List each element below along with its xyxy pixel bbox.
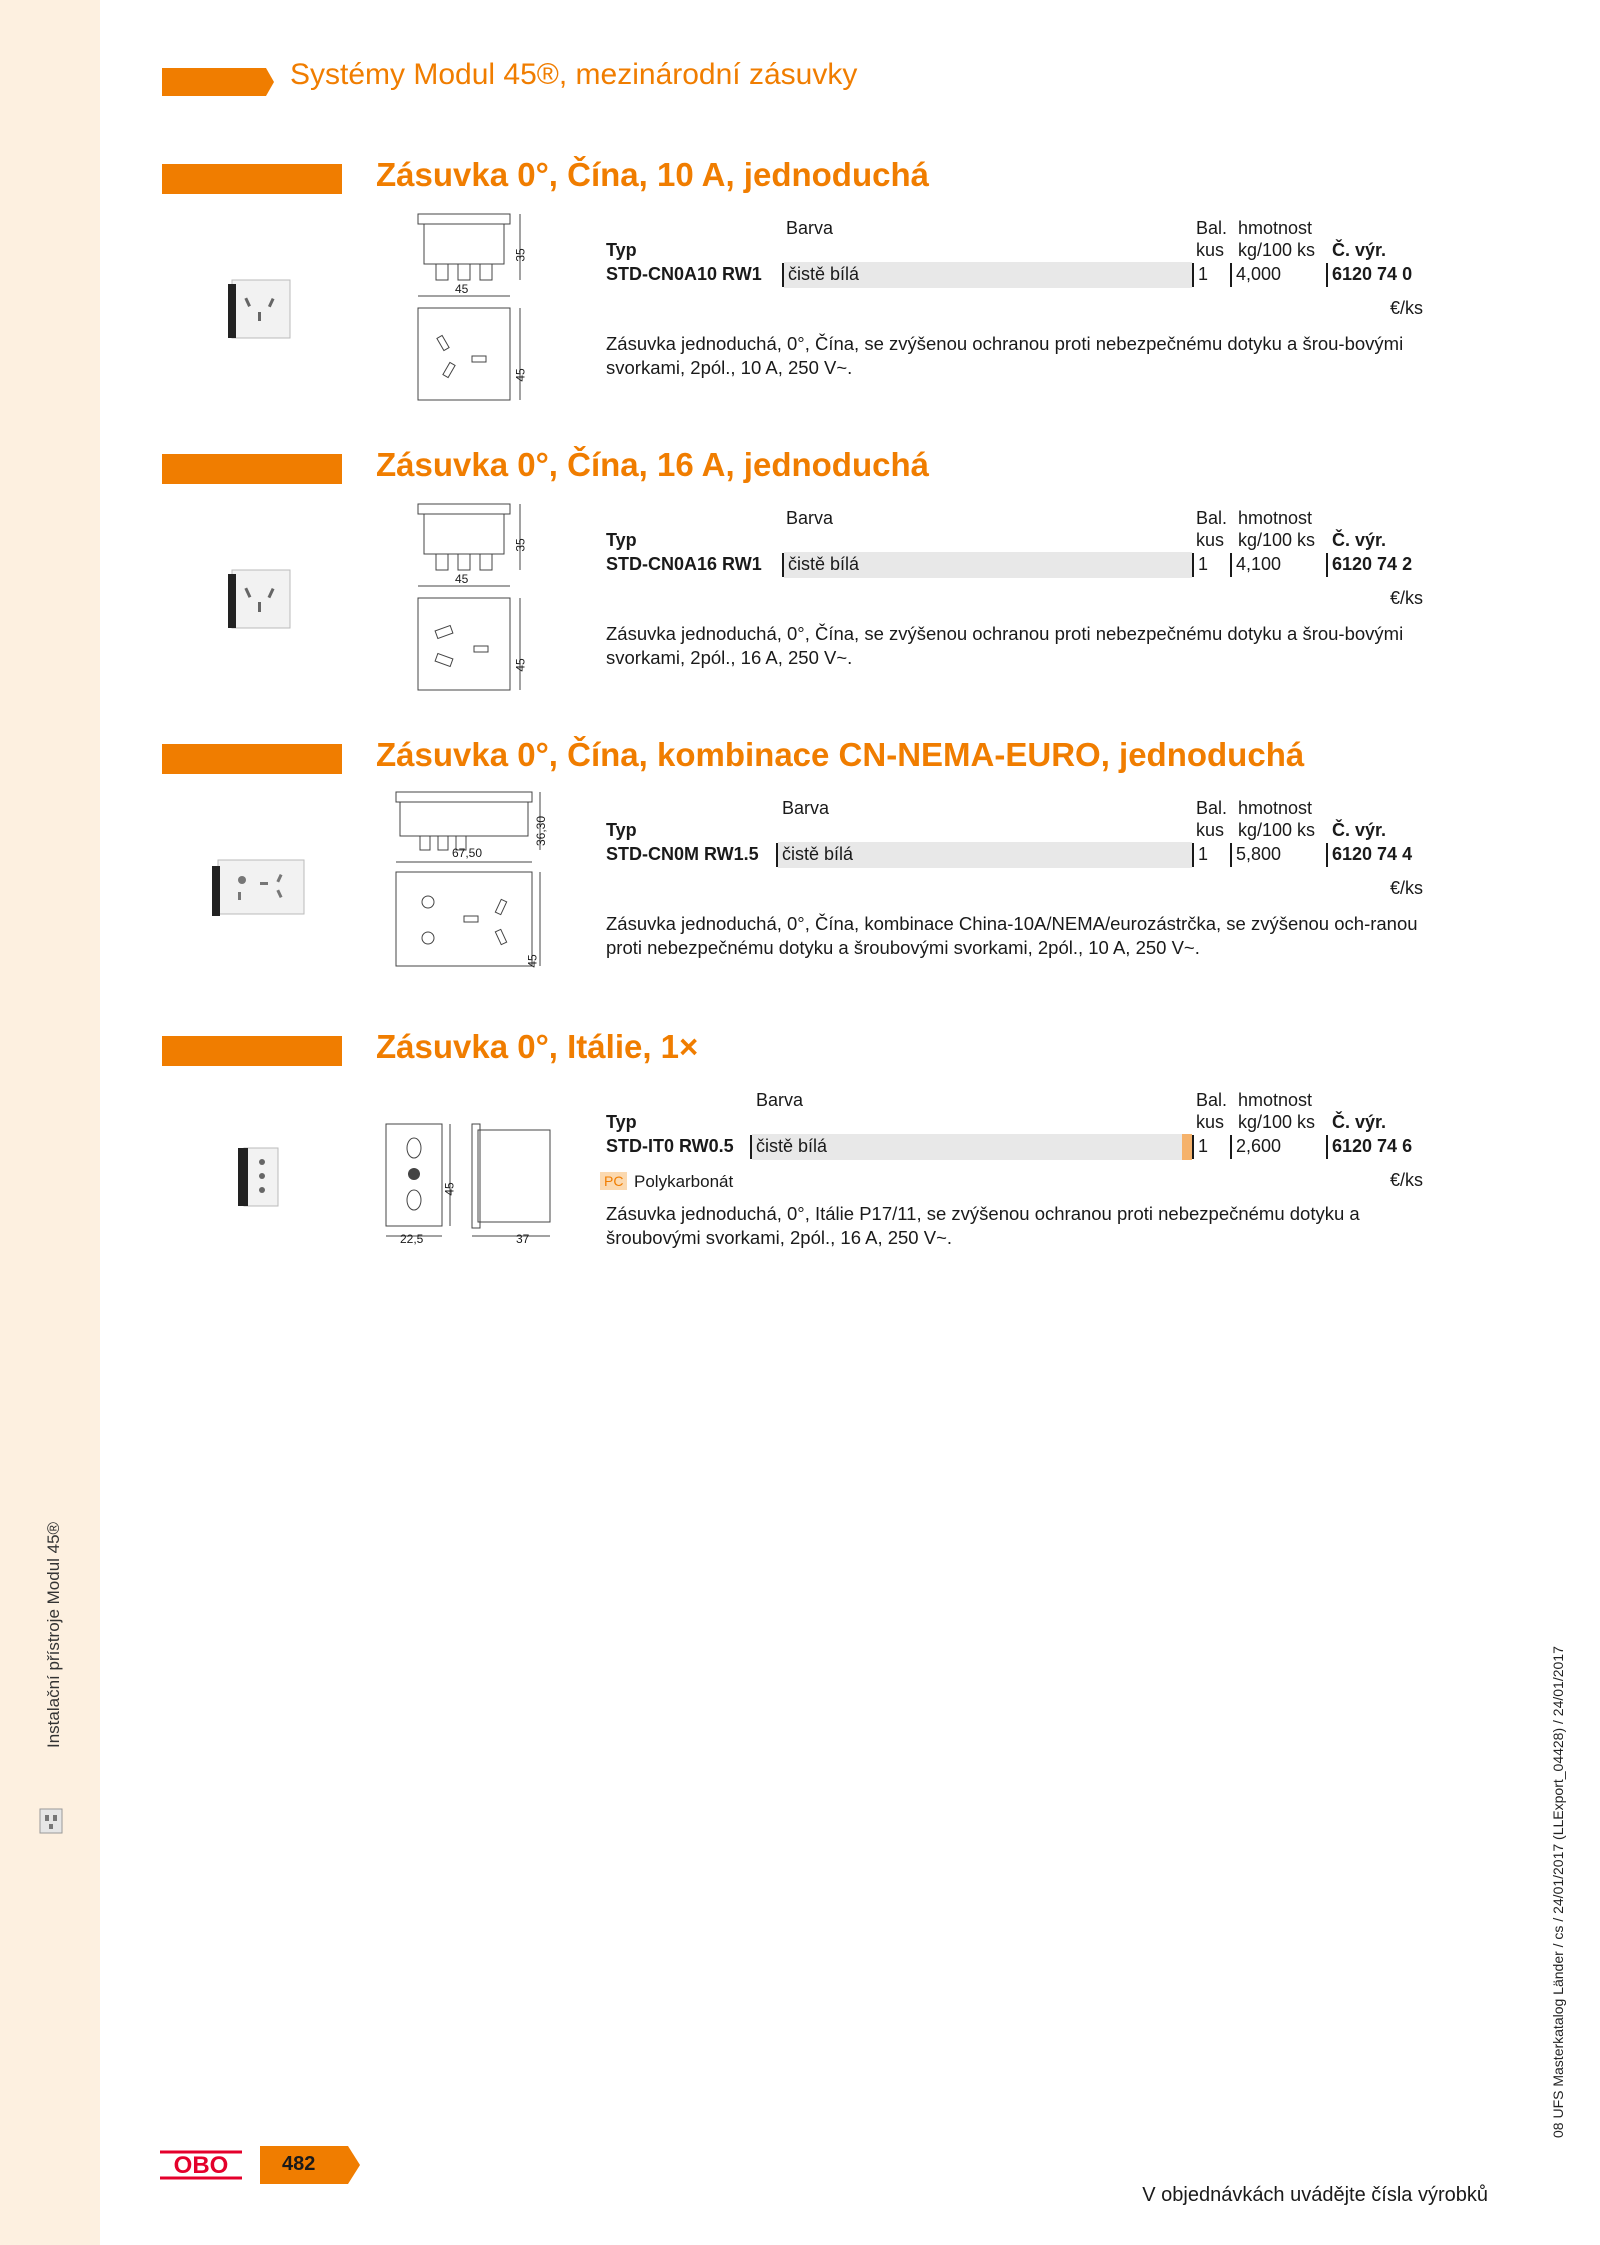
side-label: Instalační přístroje Modul 45® bbox=[44, 1521, 63, 1748]
product-typ: STD-CN0A10 RW1 bbox=[606, 264, 762, 284]
price-unit: €/ks bbox=[1390, 1170, 1424, 1190]
dimension-drawing bbox=[410, 498, 550, 738]
product-barva: čistě bílá bbox=[788, 554, 860, 574]
dim-height: 35 bbox=[513, 248, 528, 262]
col-barva: Barva bbox=[786, 218, 834, 238]
dim-width: 45 bbox=[455, 572, 469, 586]
product-table bbox=[606, 1090, 1436, 1250]
dim-side: 45 bbox=[513, 368, 528, 382]
product-weight: 2,600 bbox=[1236, 1136, 1282, 1156]
product-typ: STD-CN0A16 RW1 bbox=[606, 554, 762, 574]
product-photo bbox=[228, 566, 294, 632]
product-barva: čistě bílá bbox=[788, 264, 860, 284]
product-weight: 4,000 bbox=[1236, 264, 1282, 284]
section-bar bbox=[162, 164, 342, 194]
col-typ: Typ bbox=[606, 820, 637, 840]
col-cvyr: Č. výr. bbox=[1332, 240, 1387, 260]
product-article: 6120 74 2 bbox=[1332, 554, 1413, 574]
col-kus: kus bbox=[1196, 820, 1225, 840]
col-kg: kg/100 ks bbox=[1238, 1112, 1316, 1132]
price-unit: €/ks bbox=[1390, 878, 1424, 898]
dim-height: 36,30 bbox=[534, 815, 549, 847]
col-typ: Typ bbox=[606, 240, 637, 260]
product-article: 6120 74 4 bbox=[1332, 844, 1413, 864]
product-typ: STD-IT0 RW0.5 bbox=[606, 1136, 734, 1156]
dim-side: 45 bbox=[525, 954, 540, 968]
section-title: Zásuvka 0°, Čína, kombinace CN-NEMA-EURO, jednoduchá bbox=[376, 736, 1305, 773]
col-barva: Barva bbox=[756, 1090, 804, 1110]
section-title: Zásuvka 0°, Itálie, 1× bbox=[376, 1028, 699, 1065]
product-qty: 1 bbox=[1198, 1136, 1209, 1156]
product-article: 6120 74 6 bbox=[1332, 1136, 1413, 1156]
product-typ: STD-CN0M RW1.5 bbox=[606, 844, 759, 864]
col-cvyr: Č. výr. bbox=[1332, 530, 1387, 550]
dim-width: 67,50 bbox=[452, 846, 483, 860]
product-qty: 1 bbox=[1198, 844, 1209, 864]
col-bal: Bal. bbox=[1196, 218, 1228, 238]
col-barva: Barva bbox=[786, 508, 834, 528]
product-barva: čistě bílá bbox=[756, 1136, 828, 1156]
col-kus: kus bbox=[1196, 1112, 1225, 1132]
page-number: 482 bbox=[282, 2153, 316, 2175]
product-qty: 1 bbox=[1198, 264, 1209, 284]
product-weight: 5,800 bbox=[1236, 844, 1282, 864]
product-table bbox=[606, 798, 1436, 958]
page-title: Systémy Modul 45®, mezinárodní zásuvky bbox=[290, 58, 858, 91]
col-kus: kus bbox=[1196, 240, 1225, 260]
product-section bbox=[0, 736, 1600, 1004]
material-badge: PC bbox=[600, 1172, 627, 1190]
header-arrow-bar bbox=[162, 68, 274, 96]
price-unit: €/ks bbox=[1390, 588, 1424, 608]
dim-width: 45 bbox=[455, 282, 469, 296]
logo-text: OBO bbox=[173, 2152, 229, 2179]
footer-vertical-text: 08 UFS Masterkatalog Länder / cs / 24/01/2017 (LLExport_04428) / 24/01/2017 bbox=[1550, 1646, 1566, 2138]
col-kus: kus bbox=[1196, 530, 1225, 550]
dim-depth: 37 bbox=[516, 1232, 530, 1246]
product-qty: 1 bbox=[1198, 554, 1209, 574]
product-description: Zásuvka jednoduchá, 0°, Čína, se zvýšenou ochranou proti nebezpečnému dotyku a šrou-bovými svorkami, 2pól., 16 A, 250 V~. bbox=[606, 623, 1404, 668]
product-table bbox=[606, 508, 1436, 668]
socket-icon bbox=[36, 1806, 66, 1836]
col-cvyr: Č. výr. bbox=[1332, 1112, 1387, 1132]
product-table bbox=[606, 218, 1436, 378]
product-description: Zásuvka jednoduchá, 0°, Čína, kombinace China-10A/NEMA/eurozástrčka, se zvýšenou och-ranou proti nebezpečnému dotyku a šroubovými svorkami, 2pól., 10 A, 250 V~. bbox=[606, 913, 1418, 958]
col-kg: kg/100 ks bbox=[1238, 240, 1316, 260]
col-typ: Typ bbox=[606, 530, 637, 550]
col-hmotnost: hmotnost bbox=[1238, 508, 1313, 528]
col-hmotnost: hmotnost bbox=[1238, 218, 1313, 238]
price-unit: €/ks bbox=[1390, 298, 1424, 318]
product-section bbox=[0, 156, 1600, 424]
col-hmotnost: hmotnost bbox=[1238, 798, 1313, 818]
col-barva: Barva bbox=[782, 798, 830, 818]
product-barva: čistě bílá bbox=[782, 844, 854, 864]
dimension-drawing bbox=[410, 208, 550, 448]
section-bar bbox=[162, 1036, 342, 1066]
product-description: Zásuvka jednoduchá, 0°, Itálie P17/11, se zvýšenou ochranou proti nebezpečnému dotyku a šroubovými svorkami, 2pól., 16 A, 250 V~. bbox=[606, 1203, 1360, 1248]
dim-side: 45 bbox=[513, 658, 528, 672]
col-hmotnost: hmotnost bbox=[1238, 1090, 1313, 1110]
section-bar bbox=[162, 454, 342, 484]
col-kg: kg/100 ks bbox=[1238, 530, 1316, 550]
availability-mark bbox=[1182, 1134, 1192, 1160]
product-description: Zásuvka jednoduchá, 0°, Čína, se zvýšenou ochranou proti nebezpečnému dotyku a šrou-bovými svorkami, 2pól., 10 A, 250 V~. bbox=[606, 333, 1404, 378]
col-typ: Typ bbox=[606, 1112, 637, 1132]
product-weight: 4,100 bbox=[1236, 554, 1282, 574]
section-title: Zásuvka 0°, Čína, 10 A, jednoduchá bbox=[376, 156, 929, 193]
section-bar bbox=[162, 744, 342, 774]
col-kg: kg/100 ks bbox=[1238, 820, 1316, 840]
product-section bbox=[0, 1028, 1600, 1296]
col-cvyr: Č. výr. bbox=[1332, 820, 1387, 840]
product-photo bbox=[228, 276, 294, 342]
material-text: Polykarbonát bbox=[634, 1172, 734, 1191]
obo-logo bbox=[160, 2150, 242, 2180]
product-photo bbox=[212, 854, 308, 920]
dim-height: 45 bbox=[442, 1182, 457, 1196]
product-section bbox=[0, 446, 1600, 714]
footer-note: V objednávkách uvádějte čísla výrobků bbox=[1142, 2184, 1488, 2206]
product-article: 6120 74 0 bbox=[1332, 264, 1413, 284]
section-title: Zásuvka 0°, Čína, 16 A, jednoduchá bbox=[376, 446, 929, 483]
dim-width: 22,5 bbox=[400, 1232, 424, 1246]
col-bal: Bal. bbox=[1196, 508, 1228, 528]
col-bal: Bal. bbox=[1196, 1090, 1228, 1110]
col-bal: Bal. bbox=[1196, 798, 1228, 818]
dim-height: 35 bbox=[513, 538, 528, 552]
product-photo bbox=[236, 1144, 282, 1210]
